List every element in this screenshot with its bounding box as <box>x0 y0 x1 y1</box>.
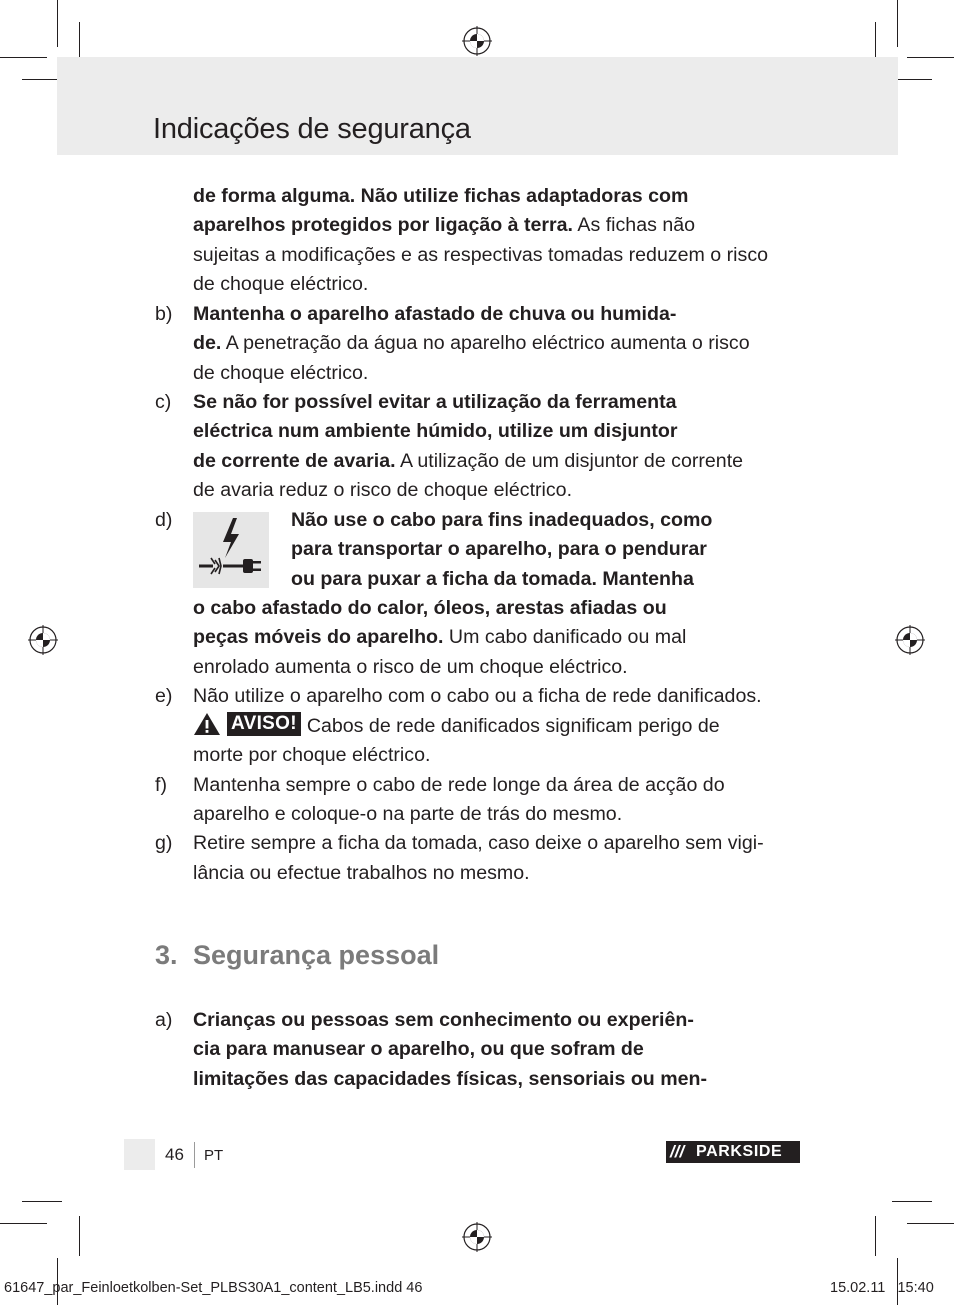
registration-mark-icon <box>28 625 58 655</box>
item-b-bold-text: Mantenha o aparelho afastado de chuva ou humida- <box>193 303 677 325</box>
page-number: 46 <box>165 1145 184 1164</box>
item-b-bold-text: de. <box>193 332 222 354</box>
item-f-label: f) <box>155 774 167 796</box>
section3-item-a-bold-text: limitações das capacidades físicas, sensoriais ou men- <box>193 1068 708 1090</box>
registration-mark-icon <box>462 1222 492 1252</box>
item-b-text: de choque eléctrico. <box>193 362 369 384</box>
slug-time: 15:40 <box>897 1280 934 1296</box>
brand-stripes: /// <box>670 1142 685 1161</box>
damaged-cable-icon <box>193 512 269 588</box>
item-d-label: d) <box>155 509 173 531</box>
item-c-bold-text: Se não for possível evitar a utilização da ferramenta <box>193 391 677 413</box>
slug-date: 15.02.11 <box>830 1280 886 1296</box>
item-a-bold-text: de forma alguma. Não utilize fichas adaptadoras com <box>193 185 689 207</box>
item-a-text: de choque eléctrico. <box>193 273 369 295</box>
item-f-text: aparelho e coloque-o na parte de trás do mesmo. <box>193 803 623 825</box>
section-number: 3. <box>155 940 178 970</box>
footer-divider <box>194 1142 195 1168</box>
item-d-bold-text: ou para puxar a ficha da tomada. Mantenha <box>291 568 694 590</box>
item-f-text: Mantenha sempre o cabo de rede longe da área de acção do <box>193 774 725 796</box>
warning-label: AVISO! <box>227 712 301 736</box>
item-e-text: morte por choque eléctrico. <box>193 744 431 766</box>
item-d-bold-text: peças móveis do aparelho. <box>193 626 444 648</box>
section-title-text: Segurança pessoal <box>193 940 440 970</box>
brand-logo <box>666 1141 800 1163</box>
item-d-text: enrolado aumenta o risco de um choque eléctrico. <box>193 656 628 678</box>
registration-mark-icon <box>462 26 492 56</box>
item-c-text: A utilização de um disjuntor de corrente <box>399 450 744 472</box>
item-c-bold-text: eléctrica num ambiente húmido, utilize um disjuntor <box>193 420 678 442</box>
page-title: Indicações de segurança <box>153 113 471 145</box>
item-d-bold-text: Não use o cabo para fins inadequados, como <box>291 509 713 531</box>
item-d-text: Um cabo danificado ou mal <box>448 626 687 648</box>
slug-timestamp <box>830 1280 934 1296</box>
item-a-text: As fichas não <box>577 214 696 236</box>
footer-box <box>124 1139 155 1170</box>
item-b-label: b) <box>155 303 173 325</box>
item-c-text: de avaria reduz o risco de choque eléctrico. <box>193 479 573 501</box>
item-d-bold-text: para transportar o aparelho, para o pendurar <box>291 538 707 560</box>
item-e-text: Não utilize o aparelho com o cabo ou a ficha de rede danificados. <box>193 685 762 707</box>
warning-triangle-icon <box>193 712 221 736</box>
item-c-label: c) <box>155 391 172 413</box>
registration-mark-icon <box>895 625 925 655</box>
item-b-text: A penetração da água no aparelho eléctrico aumenta o risco <box>225 332 750 354</box>
item-e-text: Cabos de rede danificados significam perigo de <box>306 715 720 737</box>
item-d-bold-text: o cabo afastado do calor, óleos, arestas afiadas ou <box>193 597 667 619</box>
item-c-bold-text: de corrente de avaria. <box>193 450 396 472</box>
item-g-text: Retire sempre a ficha da tomada, caso deixe o aparelho sem vigi- <box>193 832 764 854</box>
language-code: PT <box>204 1147 224 1164</box>
item-e-label: e) <box>155 685 173 707</box>
slug-filename: 61647_par_Feinloetkolben-Set_PLBS30A1_content_LB5.indd 46 <box>4 1280 423 1296</box>
item-g-label: g) <box>155 832 173 854</box>
section3-item-a-bold-text: Crianças ou pessoas sem conhecimento ou experiên- <box>193 1009 694 1031</box>
brand-name: PARKSIDE <box>696 1143 783 1160</box>
section3-item-a-label: a) <box>155 1009 173 1031</box>
item-a-text: sujeitas a modificações e as respectivas tomadas reduzem o risco <box>193 244 769 266</box>
item-g-text: lância ou efectue trabalhos no mesmo. <box>193 862 530 884</box>
warning-badge <box>193 712 301 736</box>
section3-item-a-bold-text: cia para manusear o aparelho, ou que sofram de <box>193 1038 644 1060</box>
section-title <box>155 940 439 971</box>
item-a-bold-text: aparelhos protegidos por ligação à terra. <box>193 214 574 236</box>
